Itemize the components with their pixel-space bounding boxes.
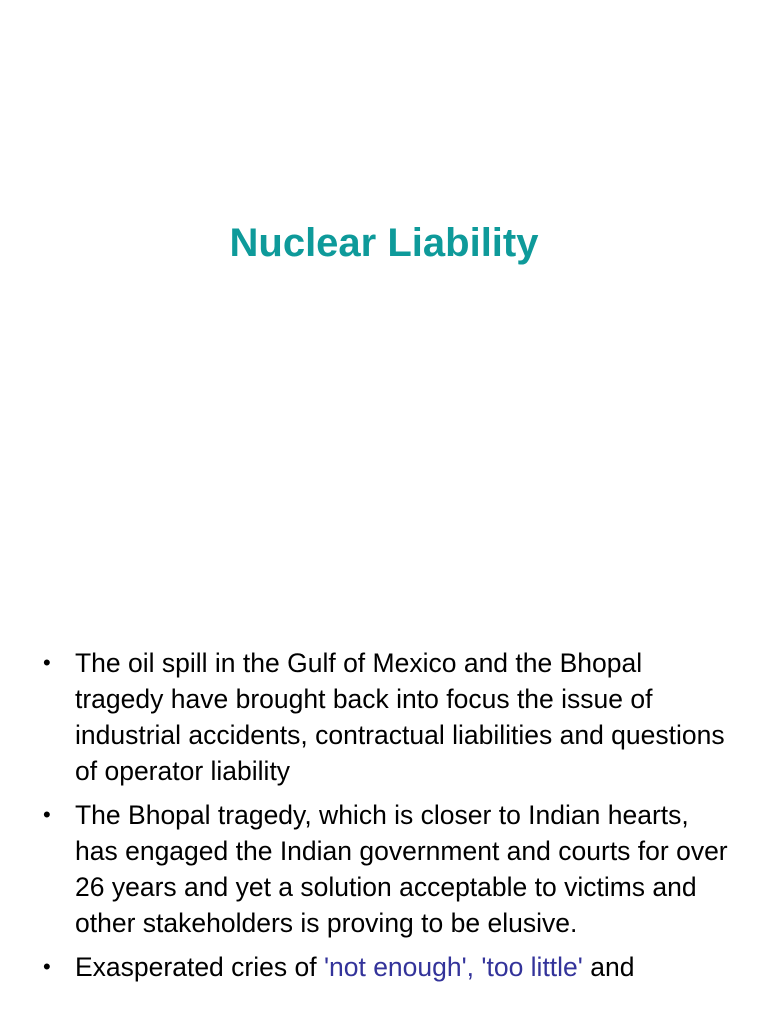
bullet-item-oil-spill <box>0 645 768 789</box>
slide-title: Nuclear Liability <box>229 221 539 265</box>
bullet-text: The oil spill in the Gulf of Mexico and the Bhopal tragedy have brought back into focus the issue of industrial accidents, contractual liabilities and questions of operator liability <box>75 648 725 786</box>
bullet-marker: • <box>43 650 51 675</box>
bullet-list <box>0 645 768 993</box>
bullet-item-exasperated-cries <box>0 949 768 985</box>
bullet-marker: • <box>43 802 51 827</box>
bullet-item-bhopal <box>0 797 768 941</box>
bullet-marker: • <box>43 954 51 979</box>
bullet-text: The Bhopal tragedy, which is closer to Indian hearts, has engaged the Indian government and courts for over 26 years and yet a solution acceptable to victims and other stakeholders is proving to be elusive. <box>75 800 728 938</box>
bullet-text-prefix: Exasperated cries of <box>75 952 324 982</box>
bullet-text-suffix: and <box>582 952 635 982</box>
bullet-quote-highlight: 'not enough', 'too little' <box>323 952 583 982</box>
